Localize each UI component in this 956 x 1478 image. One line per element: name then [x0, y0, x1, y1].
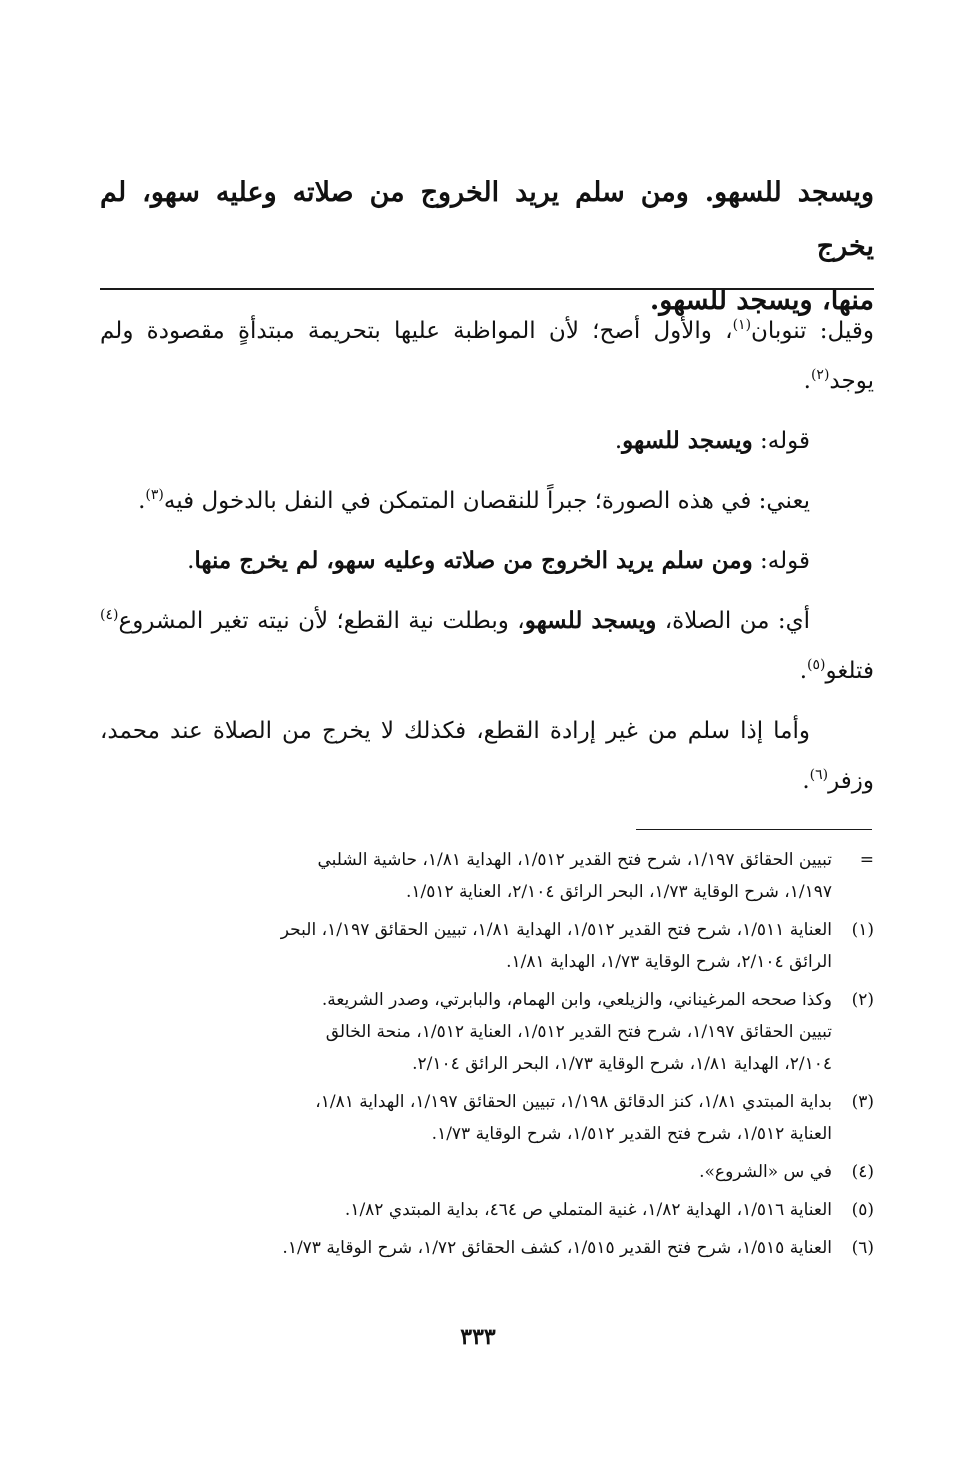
quoted-matn: ويسجد للسهو: [622, 427, 753, 454]
footnote-line: العناية ١/٥١٥، شرح فتح القدير ١/٥١٥، كشف الحقائق ١/٧٢، شرح الوقاية ١/٧٣.: [282, 1238, 832, 1258]
footnote-item: [100, 844, 874, 908]
footnote-body: [100, 1156, 832, 1188]
sharh-paragraph-1: وقيل: تنوبان$^{(١)}$، والأول أصح؛ لأن المواظبة عليها بتحريمة مبتدأةٍ مقصودة ولم يوجد$^{(٢)}$.: [100, 317, 874, 394]
footnote-line: وكذا صححه المرغيناني، والزيلعي، وابن الهمام، والبابرتي، وصدر الشريعة.: [321, 990, 832, 1010]
sharh-text: [100, 306, 874, 816]
footnote-body: [100, 914, 832, 978]
footnote-line: ٢/١٠٤، الهداية ١/٨١، شرح الوقاية ١/٧٣، البحر الرائق ٢/١٠٤.: [412, 1054, 832, 1074]
footnote-ref-1[interactable]: (١): [732, 317, 752, 333]
matn-line-1: ويسجد للسهو. ومن سلم يريد الخروج من صلاته وعليه سهو، لم يخرج: [100, 177, 874, 262]
footnotes-section: [100, 844, 874, 1270]
sharh-paragraph-3: يعني: في هذه الصورة؛ جبراً للنقصان المتمكن في النفل بالدخول فيه$^{(٣)}$.: [138, 487, 810, 514]
footnote-body: [100, 984, 832, 1080]
footnote-line: ١/١٩٧، شرح الوقاية ١/٧٣، البحر الرائق ٢/١٠٤، العناية ١/٥١٢.: [405, 882, 832, 902]
footnote-item: [100, 1194, 874, 1226]
footnote-item: [100, 1232, 874, 1264]
footnote-ref-5[interactable]: (٥): [807, 657, 826, 673]
matn-text: [100, 166, 874, 328]
sharh-paragraph-4: قوله: ومن سلم يريد الخروج من صلاته وعليه سهو، لم يخرج منها.: [187, 547, 810, 574]
footnote-item: [100, 1086, 874, 1150]
quoted-matn: ومن سلم يريد الخروج من صلاته وعليه سهو، لم يخرج منها: [194, 547, 753, 574]
footnote-separator-rule: [636, 829, 872, 830]
footnote-ref-6[interactable]: (٦): [809, 767, 829, 783]
footnote-marker: (٣): [851, 1092, 874, 1112]
footnote-item: [100, 984, 874, 1080]
footnote-line: تبيين الحقائق ١/١٩٧، شرح فتح القدير ١/٥١٢، العناية ١/٥١٢، منحة الخالق: [325, 1022, 832, 1042]
footnote-marker: (٥): [851, 1200, 874, 1220]
footnote-body: [100, 1232, 832, 1264]
footnote-marker: (١): [851, 920, 874, 940]
matn-separator-rule: [100, 288, 874, 290]
footnote-ref-3[interactable]: (٣): [145, 487, 164, 503]
footnote-line: في س «الشروع».: [699, 1162, 832, 1182]
footnote-ref-2[interactable]: (٢): [810, 367, 830, 383]
sharh-paragraph-2: قوله: ويسجد للسهو.: [614, 427, 810, 454]
sharh-paragraph-6: وأما إذا سلم من غير إرادة القطع، فكذلك لا يخرج من الصلاة عند محمد، وزفر$^{(٦)}$.: [100, 718, 874, 794]
footnote-marker: (٦): [851, 1238, 874, 1258]
footnote-line: الرائق ٢/١٠٤، شرح الوقاية ١/٧٣، الهداية ١/٨١.: [506, 952, 832, 972]
footnote-marker: =: [859, 850, 874, 870]
footnote-ref-4[interactable]: (٤): [100, 607, 119, 623]
quoted-matn: ويسجد للسهو: [524, 607, 657, 634]
page-number: ٣٣٣: [460, 1324, 496, 1350]
footnote-body: [100, 1086, 832, 1150]
footnote-line: العناية ١/٥١٢، شرح فتح القدير ١/٥١٢، شرح الوقاية ١/٧٣.: [431, 1124, 832, 1144]
footnote-line: تبيين الحقائق ١/١٩٧، شرح فتح القدير ١/٥١٢، الهداية ١/٨١، حاشية الشلبي: [317, 850, 832, 870]
footnote-line: العناية ١/٥١١، شرح فتح القدير ١/٥١٢، الهداية ١/٨١، تبيين الحقائق ١/١٩٧، البحر: [280, 920, 832, 940]
footnote-body: [100, 1194, 832, 1226]
footnote-marker: (٤): [851, 1162, 874, 1182]
footnote-body: [100, 844, 832, 908]
footnote-line: بداية المبتدي ١/٨١، كنز الدقائق ١/١٩٨، تبيين الحقائق ١/١٩٧، الهداية ١/٨١،: [315, 1092, 832, 1112]
sharh-paragraph-5: أي: من الصلاة، ويسجد للسهو، وبطلت نية القطع؛ لأن نيته تغير المشروع$^{(٤)}$ فتلغو$^{(٥)}$.: [100, 607, 874, 684]
footnote-line: العناية ١/٥١٦، الهداية ١/٨٢، غنية المتملي ص ٤٦٤، بداية المبتدي ١/٨٢.: [344, 1200, 832, 1220]
matn-line-2: منها، ويسجد للسهو.: [649, 285, 874, 316]
footnote-item: [100, 1156, 874, 1188]
footnote-marker: (٢): [851, 990, 874, 1010]
footnote-item: [100, 914, 874, 978]
